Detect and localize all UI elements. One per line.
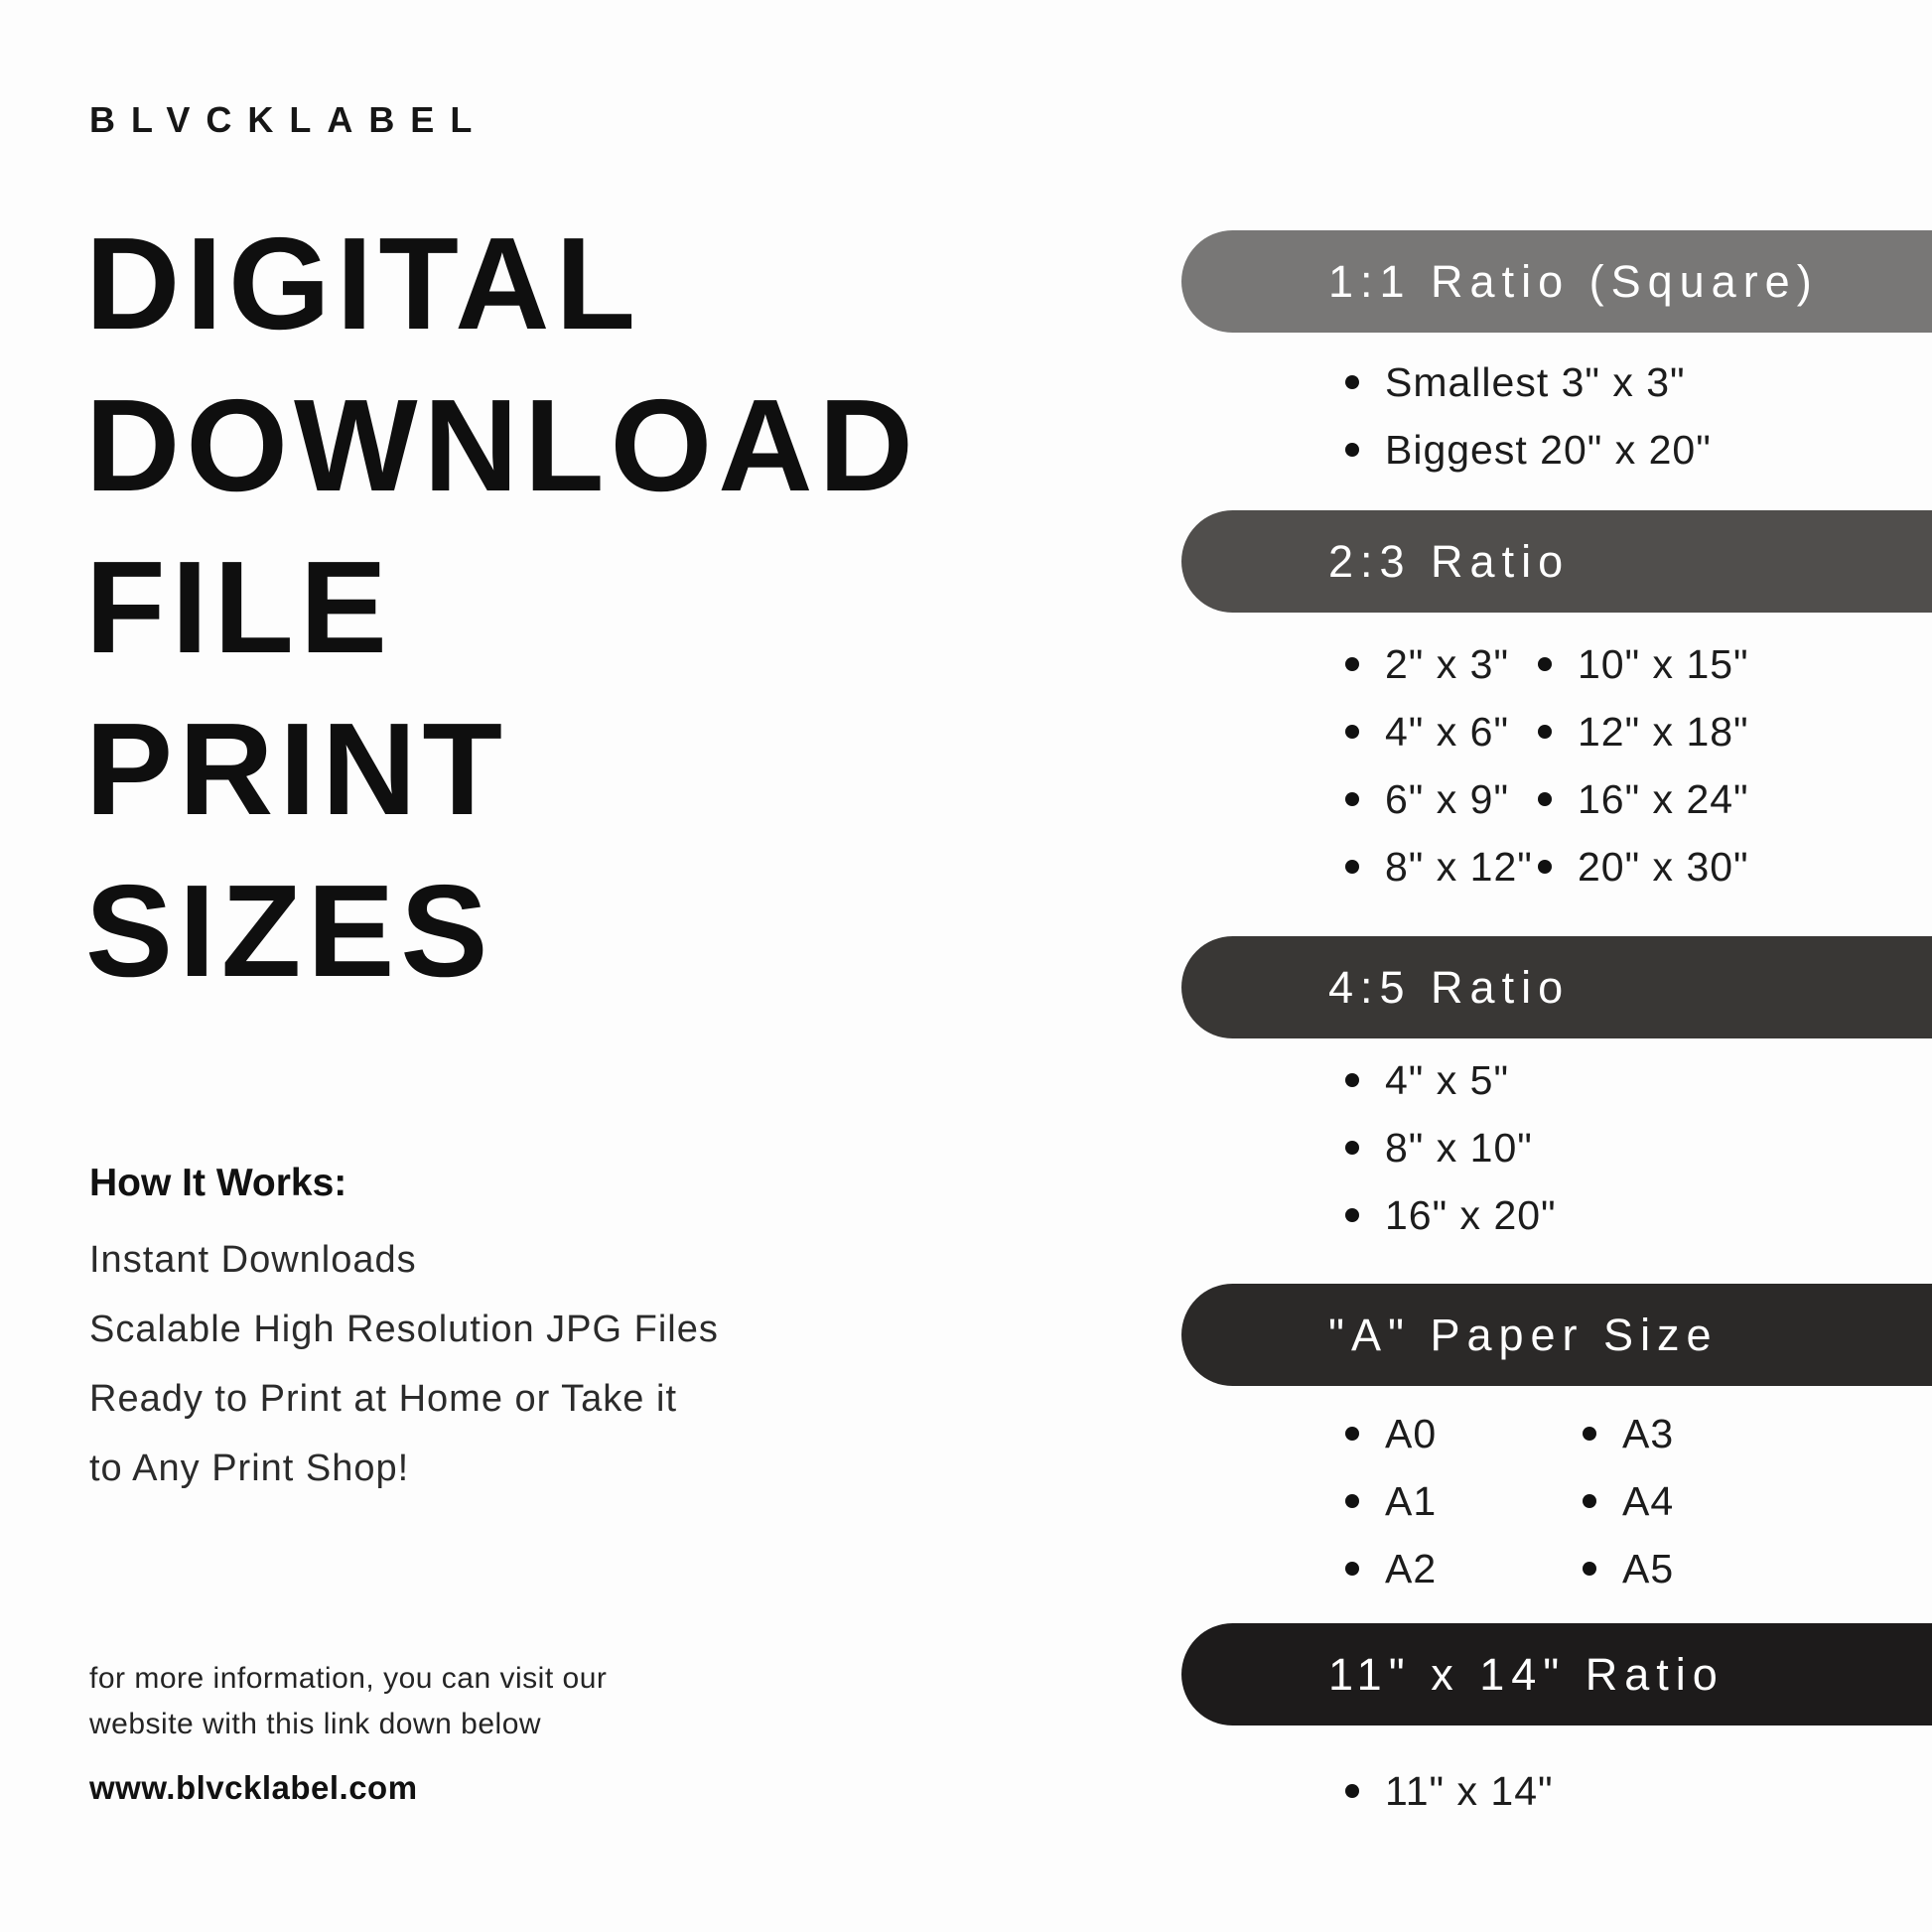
size-list-11-14 xyxy=(1345,1757,1932,1825)
list-item xyxy=(1345,416,1932,483)
list-item xyxy=(1583,1400,1674,1467)
list-item xyxy=(1345,833,1538,900)
size-value: A0 xyxy=(1385,1410,1438,1456)
bullet-icon xyxy=(1345,657,1359,671)
section-4-5-ratio xyxy=(1181,936,1932,1249)
list-item xyxy=(1345,1757,1932,1825)
size-value: A5 xyxy=(1622,1545,1675,1591)
list-item xyxy=(1345,1046,1932,1114)
bullet-icon xyxy=(1345,1427,1359,1441)
size-value: Biggest 20" x 20" xyxy=(1385,426,1712,473)
size-list-2-3-col1 xyxy=(1345,630,1538,900)
bullet-icon xyxy=(1345,1073,1359,1087)
list-item xyxy=(1345,1114,1932,1181)
section-11-14-ratio xyxy=(1181,1623,1932,1825)
list-item xyxy=(1345,1181,1932,1249)
title-line: FILE xyxy=(85,534,393,680)
list-item xyxy=(1345,1467,1583,1535)
size-value: A4 xyxy=(1622,1477,1675,1524)
title-line: SIZES xyxy=(85,858,494,1004)
how-it-works-line: Ready to Print at Home or Take it xyxy=(89,1378,677,1420)
how-it-works-line: Scalable High Resolution JPG Files xyxy=(89,1309,719,1350)
bullet-icon xyxy=(1538,657,1552,671)
size-value: 16" x 24" xyxy=(1578,775,1749,822)
bullet-icon xyxy=(1345,725,1359,739)
title-line: DIGITAL xyxy=(85,210,642,356)
size-value: A2 xyxy=(1385,1545,1438,1591)
size-value: 8" x 12" xyxy=(1385,843,1533,890)
list-item xyxy=(1345,1535,1583,1602)
ratio-pill-a-paper: "A" Paper Size xyxy=(1181,1284,1932,1386)
footer-note-line: website with this link down below xyxy=(89,1708,542,1740)
bullet-icon xyxy=(1345,792,1359,806)
footer-note-line: for more information, you can visit our xyxy=(89,1662,608,1695)
size-value: 8" x 10" xyxy=(1385,1124,1533,1171)
bullet-icon xyxy=(1583,1494,1596,1508)
title-line: DOWNLOAD xyxy=(85,372,919,518)
size-value: 11" x 14" xyxy=(1385,1767,1554,1814)
bullet-icon xyxy=(1583,1562,1596,1576)
bullet-icon xyxy=(1583,1427,1596,1441)
size-value: 12" x 18" xyxy=(1578,708,1749,755)
list-item xyxy=(1345,348,1932,416)
size-value: 6" x 9" xyxy=(1385,775,1509,822)
size-value: 16" x 20" xyxy=(1385,1191,1557,1238)
bullet-icon xyxy=(1345,860,1359,874)
how-it-works-heading: How It Works: xyxy=(89,1162,347,1204)
size-value: 20" x 30" xyxy=(1578,843,1749,890)
list-item xyxy=(1583,1467,1674,1535)
section-a-paper-size xyxy=(1181,1284,1932,1602)
bullet-icon xyxy=(1345,1494,1359,1508)
list-item xyxy=(1345,765,1538,833)
brand-logo: BLVCKLABEL xyxy=(89,99,488,140)
bullet-icon xyxy=(1345,1208,1359,1222)
ratio-pill-2-3: 2:3 Ratio xyxy=(1181,510,1932,613)
list-item xyxy=(1538,765,1749,833)
bullet-icon xyxy=(1345,1141,1359,1155)
list-item xyxy=(1583,1535,1674,1602)
size-value: Smallest 3" x 3" xyxy=(1385,358,1686,405)
size-value: A3 xyxy=(1622,1410,1675,1456)
list-item xyxy=(1345,698,1538,765)
size-value: 10" x 15" xyxy=(1578,640,1749,687)
bullet-icon xyxy=(1538,725,1552,739)
size-list-4-5 xyxy=(1345,1046,1932,1249)
how-it-works-block xyxy=(89,1160,844,1503)
page-title xyxy=(85,203,919,1012)
bullet-icon xyxy=(1538,792,1552,806)
ratio-pill-4-5: 4:5 Ratio xyxy=(1181,936,1932,1038)
bullet-icon xyxy=(1345,1784,1359,1798)
list-item xyxy=(1538,698,1749,765)
size-list-1-1 xyxy=(1345,348,1932,483)
size-list-2-3-col2 xyxy=(1538,630,1749,900)
list-item xyxy=(1345,630,1538,698)
size-list-a-col2 xyxy=(1583,1400,1674,1602)
ratio-pill-11-14: 11" x 14" Ratio xyxy=(1181,1623,1932,1725)
section-1-1-ratio xyxy=(1181,230,1932,483)
size-value: 2" x 3" xyxy=(1385,640,1509,687)
size-list-a-col1 xyxy=(1345,1400,1583,1602)
bullet-icon xyxy=(1345,443,1359,457)
size-value: 4" x 6" xyxy=(1385,708,1509,755)
ratio-pill-1-1: 1:1 Ratio (Square) xyxy=(1181,230,1932,333)
how-it-works-line: Instant Downloads xyxy=(89,1239,417,1281)
bullet-icon xyxy=(1345,1562,1359,1576)
bullet-icon xyxy=(1345,375,1359,389)
size-value: 4" x 5" xyxy=(1385,1056,1509,1103)
title-line: PRINT xyxy=(85,696,508,842)
bullet-icon xyxy=(1538,860,1552,874)
list-item xyxy=(1345,1400,1583,1467)
list-item xyxy=(1538,833,1749,900)
footer-block xyxy=(89,1656,844,1807)
how-it-works-line: to Any Print Shop! xyxy=(89,1448,410,1489)
list-item xyxy=(1538,630,1749,698)
size-value: A1 xyxy=(1385,1477,1438,1524)
section-2-3-ratio xyxy=(1181,510,1932,900)
website-url: www.blvcklabel.com xyxy=(89,1769,418,1806)
